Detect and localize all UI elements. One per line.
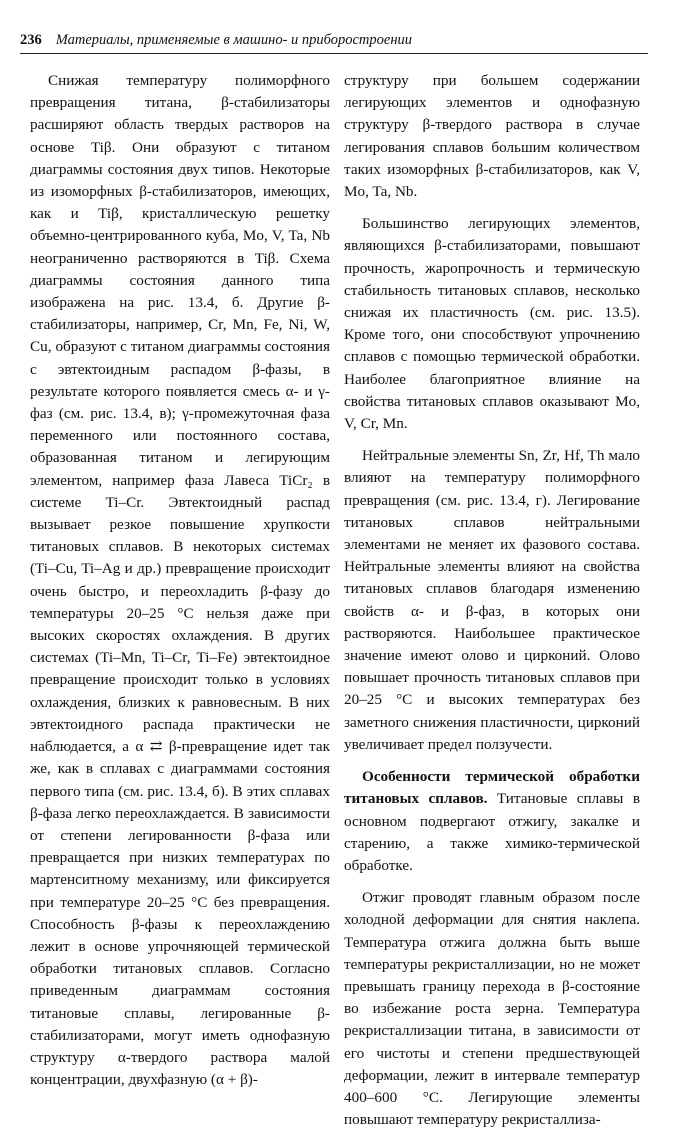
left-column [30, 70, 330, 1091]
section-text: Титановые сплавы в основном подвергают отжигу, закалке и старению, а также химико-термической обработке. [344, 790, 640, 874]
page-number: 236 [20, 32, 42, 48]
running-title: Материалы, применяемые в машино- и приборостроении [55, 32, 413, 48]
section-paragraph [344, 766, 640, 877]
section-heading: Особенности термической обработки титановых сплавов. [344, 768, 640, 808]
paragraph-continued: структуру при большем содержании легирующих элементов и однофазную структуру β-твердого раствора в случае легирования сплавов большим количеством таких изоморфных β-стабилизаторов, как V, Mo, Ta, Nb. [344, 72, 640, 201]
paragraph: Большинство легирующих элементов, являющихся β-стабилизаторами, повышают прочность, жаропрочность и термическую стабильность титановых сплавов, несколько снижая их пластичность (см. рис. 13.5). Кроме того, они способствуют упрочнению сплавов с помощью термической обработки. Наиболее благоприятное влияние на свойства титановых сплавов оказывают Mo, V, Cr, Mn. [344, 215, 640, 433]
paragraph: Отжиг проводят главным образом после холодной деформации для снятия наклепа. Температура отжига должна быть выше температуры рекристаллизации, но не может превышать границу перехода в β-состояние во избежание роста зерна. Температура рекристаллизации титана, в зависимости от его чистоты и степени предшествующей деформации, лежит в интервале температур 400–600 °C. Легирующие элементы повышают температуру рекристаллиза- [344, 889, 640, 1129]
right-column [344, 70, 640, 1131]
paragraph: Снижая температуру полиморфного превращения титана, β-стабилизаторы расширяют область твердых растворов на основе Tiβ. Они образуют с титаном диаграммы состояния двух типов. Некоторые из изоморфных β-стабилизаторов, имеющих, как и Tiβ, кристаллическую решетку объемно-центрированного куба, Mo, V, Ta, Nb неограниченно растворяются в Tiβ. Схема диаграммы состояния данного типа изображена на рис. 13.4, б. Другие β-стабилизаторы, например, Cr, Mn, Fe, Ni, W, Cu, образуют с титаном диаграммы состояния с эвтектоидным распадом β-фазы, в результате которого появляется смесь α- и γ-фаз (см. рис. 13.4, в); γ-промежуточная фаза переменного или постоянного состава, образованная титаном и легирующим элементом, например фаза Лавеса TiCr₂ в системе Ti–Cr. Эвтектоидный распад вызывает резкое повышение хрупкости титановых сплавов. В некоторых системах (Ti–Cu, Ti–Ag и др.) превращение происходит очень быстро, и переохладить β-фазу до температуры 20–25 °C нельзя даже при высоких скоростях охлаждения. В других системах (Ti–Mn, Ti–Cr, Ti–Fe) эвтектоидное превращение происходит только в условиях охлаждения, близких к равновесным. В них эвтектоидного распада практически не наблюдается, а α ⇄ β-превращение идет так же, как в сплавах с диаграммами состояния первого типа (см. рис. 13.4, б). В этих сплавах β-фаза легко переохлаждается. В зависимости от степени легированности β-фаза или превращается при низких температурах по мартенситному механизму, или фиксируется при температуре 20–25 °C без превращения. Способность β-фазы к переохлаждению лежит в основе упрочняющей термической обработки титановых сплавов. Согласно приведенным диаграммам состояния титановые сплавы, легированные β-стабилизаторами, могут иметь однофазную структуру α-твердого раствора малой концентрации, двухфазную (α + β)- [30, 72, 330, 1089]
header-rule [20, 53, 648, 54]
paragraph: Нейтральные элементы Sn, Zr, Hf, Th мало влияют на температуру полиморфного превращения (см. рис. 13.4, г). Легирование титановых сплавов нейтральными элементами не меняет их фазового состава. Нейтральные элементы влияют на свойства титановых сплавов благодаря изменению свойств α- и β-фаз, в которых они растворяются. Наибольшее практическое значение имеют олово и цирконий. Олово повышает прочность титановых сплавов при 20–25 °C и высоких температурах без заметного снижения пластичности, цирконий увеличивает предел ползучести. [344, 447, 640, 753]
page-header [20, 30, 656, 52]
